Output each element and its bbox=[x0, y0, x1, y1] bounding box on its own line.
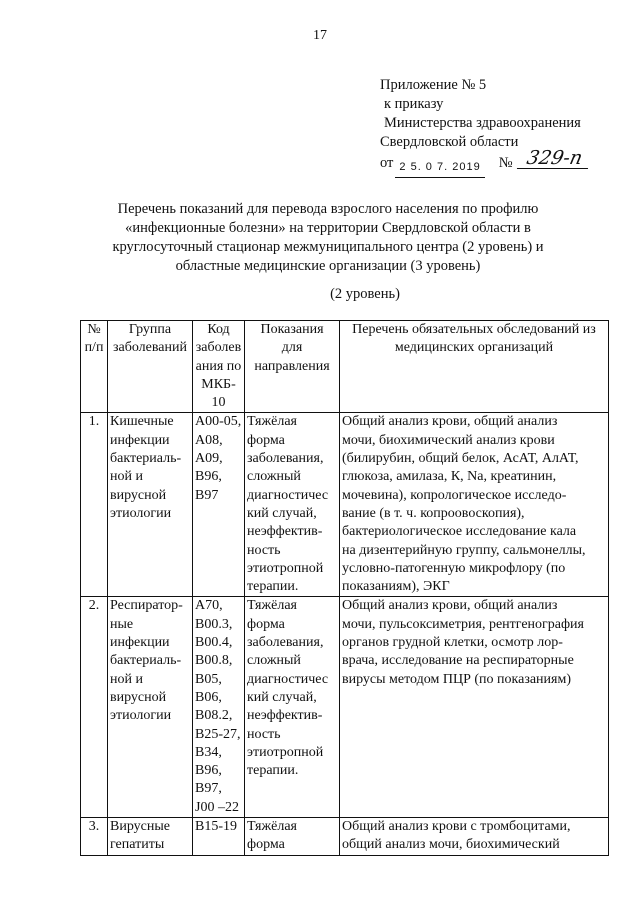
table-row bbox=[81, 413, 609, 597]
cell-text-line: МКБ- bbox=[201, 376, 236, 392]
cell-text-line: бактериологическое исследование кала bbox=[342, 524, 577, 540]
cell-text-line: диагностичес bbox=[247, 487, 329, 503]
row-code bbox=[193, 597, 245, 818]
cell-text-line: № bbox=[87, 322, 101, 337]
cell-text-line: сложный bbox=[247, 469, 301, 485]
header-indications bbox=[245, 321, 340, 413]
cell-text-line: диагностичес bbox=[247, 671, 329, 687]
table-header-row bbox=[81, 321, 609, 413]
cell-text-line: ность bbox=[247, 542, 281, 558]
cell-text-line: А00-05, bbox=[195, 414, 242, 430]
cell-text-line: В00.4, bbox=[195, 635, 233, 651]
cell-text-line: общий анализ мочи, биохимический bbox=[342, 837, 560, 853]
appendix-region-line: Свердловской области bbox=[380, 134, 519, 150]
level-heading: (2 уровень) bbox=[330, 286, 400, 302]
row-code bbox=[193, 818, 245, 856]
cell-text-line: А08, bbox=[195, 432, 223, 448]
row-group bbox=[108, 413, 193, 597]
cell-text-line: 10 bbox=[211, 395, 226, 411]
cell-text-line: гепатиты bbox=[110, 837, 165, 853]
row-indications bbox=[245, 413, 340, 597]
cell-text-line: ность bbox=[247, 726, 281, 742]
appendix-block bbox=[380, 76, 620, 175]
cell-text-line: J00 –22 bbox=[195, 799, 239, 815]
cell-text-line: неэффектив- bbox=[247, 708, 323, 724]
table-row bbox=[81, 818, 609, 856]
header-num bbox=[81, 321, 108, 413]
cell-text-line: вание (в т. ч. копроовоскопия), bbox=[342, 505, 525, 521]
indications-table bbox=[80, 320, 609, 856]
cell-text-line: медицинских организаций bbox=[394, 340, 554, 356]
title-line-4: областные медицинские организации (3 уровень) bbox=[175, 258, 481, 274]
cell-text-line: В97, bbox=[195, 781, 222, 797]
cell-text-line: форма bbox=[247, 837, 285, 853]
cell-text-line: органов грудной клетки, осмотр лор- bbox=[342, 635, 563, 651]
cell-text-line: Код bbox=[207, 322, 230, 337]
row-code bbox=[193, 413, 245, 597]
header-exams bbox=[340, 321, 609, 413]
row-num: 3. bbox=[81, 818, 108, 856]
cell-text-line: В25-27, bbox=[195, 726, 241, 742]
cell-text-line: В05, bbox=[195, 671, 222, 687]
cell-text-line: показаниям), ЭКГ bbox=[342, 579, 450, 595]
cell-text-line: (билирубин, общий белок, АсАТ, АлАТ, bbox=[342, 451, 579, 467]
cell-text-line: форма bbox=[247, 616, 285, 632]
cell-text-line: В97 bbox=[195, 487, 219, 503]
cell-text-line: этиологии bbox=[110, 505, 172, 521]
cell-text-line: Кишечные bbox=[110, 414, 174, 430]
cell-text-line: неэффектив- bbox=[247, 524, 323, 540]
cell-text-line: ания по bbox=[195, 358, 242, 374]
row-num: 1. bbox=[81, 413, 108, 597]
cell-text-line: Респиратор- bbox=[110, 598, 183, 614]
title-line-3: круглосуточный стационар межмуниципального центра (2 уровень) и bbox=[112, 239, 544, 255]
cell-text-line: ные bbox=[110, 616, 134, 632]
cell-text-line: В15-19 bbox=[195, 819, 237, 835]
cell-text-line: А09, bbox=[195, 451, 223, 467]
cell-text-line: В08.2, bbox=[195, 708, 233, 724]
row-exams bbox=[340, 597, 609, 818]
cell-text-line: А70, bbox=[195, 598, 223, 614]
appendix-order-line: к приказу bbox=[384, 96, 444, 112]
cell-text-line: Тяжёлая bbox=[247, 819, 297, 835]
title-line-2: «инфекционные болезни» на территории Свердловской области в bbox=[125, 220, 531, 236]
number-prefix: № bbox=[498, 155, 513, 171]
cell-text-line: инфекции bbox=[110, 635, 170, 651]
appendix-ministry-line: Министерства здравоохранения bbox=[384, 115, 581, 131]
cell-text-line: форма bbox=[247, 432, 285, 448]
cell-text-line: вирусы методом ПЦР (по показаниям) bbox=[342, 671, 572, 687]
appendix-date-line bbox=[380, 147, 620, 175]
cell-text-line: условно-патогенную микрофлору (по bbox=[342, 560, 566, 576]
row-indications bbox=[245, 597, 340, 818]
cell-text-line: врача, исследование на респираторные bbox=[342, 653, 574, 669]
cell-text-line: заболевания, bbox=[247, 451, 324, 467]
cell-text-line: мочи, биохимический анализ крови bbox=[342, 432, 555, 448]
cell-text-line: кий случай, bbox=[247, 505, 317, 521]
cell-text-line: Перечень обязательных обследований из bbox=[352, 322, 596, 337]
cell-text-line: направления bbox=[254, 358, 330, 374]
row-indications bbox=[245, 818, 340, 856]
cell-text-line: ной и bbox=[110, 671, 143, 687]
cell-text-line: терапии. bbox=[247, 763, 299, 779]
cell-text-line: этиологии bbox=[110, 708, 172, 724]
cell-text-line: Общий анализ крови с тромбоцитами, bbox=[342, 819, 571, 835]
cell-text-line: Показания bbox=[260, 322, 324, 337]
order-number-handwritten: 329-п bbox=[516, 149, 591, 169]
cell-text-line: для bbox=[281, 340, 303, 356]
cell-text-line: заболевания, bbox=[247, 635, 324, 651]
row-num: 2. bbox=[81, 597, 108, 818]
cell-text-line: В00.3, bbox=[195, 616, 233, 632]
header-code bbox=[193, 321, 245, 413]
cell-text-line: вирусной bbox=[110, 487, 167, 503]
cell-text-line: п/п bbox=[84, 340, 104, 356]
cell-text-line: мочи, пульсоксиметрия, рентгенография bbox=[342, 616, 584, 632]
cell-text-line: сложный bbox=[247, 653, 301, 669]
cell-text-line: бактериаль- bbox=[110, 451, 182, 467]
cell-text-line: Группа bbox=[128, 322, 172, 337]
cell-text-line: этиотропной bbox=[247, 560, 324, 576]
cell-text-line: вирусной bbox=[110, 689, 167, 705]
cell-text-line: бактериаль- bbox=[110, 653, 182, 669]
cell-text-line: Вирусные bbox=[110, 819, 170, 835]
table-row bbox=[81, 597, 609, 818]
cell-text-line: глюкоза, амилаза, К, Na, креатинин, bbox=[342, 469, 557, 485]
cell-text-line: заболев bbox=[195, 340, 242, 356]
cell-text-line: кий случай, bbox=[247, 689, 317, 705]
cell-text-line: Общий анализ крови, общий анализ bbox=[342, 598, 558, 614]
title-line-1: Перечень показаний для перевода взрослого населения по профилю bbox=[117, 201, 539, 217]
row-exams bbox=[340, 818, 609, 856]
appendix-title: Приложение № 5 bbox=[380, 77, 487, 93]
header-group bbox=[108, 321, 193, 413]
cell-text-line: В06, bbox=[195, 689, 222, 705]
row-group bbox=[108, 597, 193, 818]
cell-text-line: В96, bbox=[195, 763, 222, 779]
row-exams bbox=[340, 413, 609, 597]
cell-text-line: Тяжёлая bbox=[247, 414, 297, 430]
cell-text-line: ной и bbox=[110, 469, 143, 485]
cell-text-line: В00.8, bbox=[195, 653, 233, 669]
cell-text-line: мочевина), копрологическое исследо- bbox=[342, 487, 567, 503]
row-group bbox=[108, 818, 193, 856]
page-number: 17 bbox=[313, 28, 327, 43]
cell-text-line: этиотропной bbox=[247, 744, 324, 760]
cell-text-line: терапии. bbox=[247, 579, 299, 595]
cell-text-line: Общий анализ крови, общий анализ bbox=[342, 414, 558, 430]
cell-text-line: заболеваний bbox=[113, 340, 187, 356]
date-stamp: 2 5. 0 7. 2019 bbox=[395, 158, 484, 178]
cell-text-line: на дизентерийную группу, сальмонеллы, bbox=[342, 542, 586, 558]
cell-text-line: В96, bbox=[195, 469, 222, 485]
date-prefix: от bbox=[380, 155, 394, 171]
cell-text-line: Тяжёлая bbox=[247, 598, 297, 614]
cell-text-line: инфекции bbox=[110, 432, 170, 448]
cell-text-line: В34, bbox=[195, 744, 222, 760]
document-title bbox=[88, 200, 568, 276]
